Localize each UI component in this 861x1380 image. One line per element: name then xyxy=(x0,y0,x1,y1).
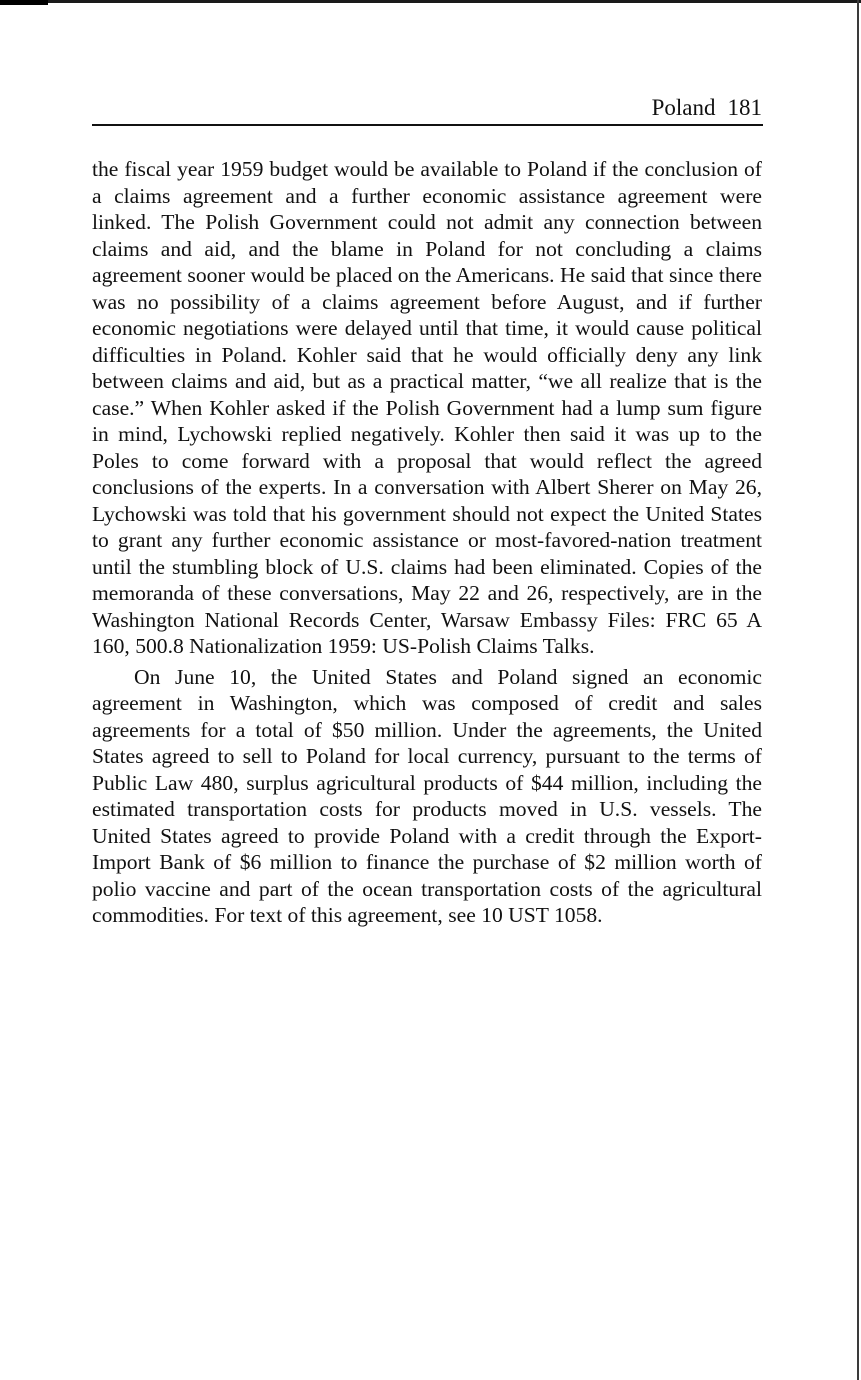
paragraph-continued: the fiscal year 1959 budget would be available to Poland if the conclusion of a claims agreement and a further economic assistance agreement were linked. The Polish Government could not admit any connection between claims and aid, and the blame in Poland for not concluding a claims agreement sooner would be placed on the Americans. He said that since there was no possibility of a claims agreement before August, and if further economic negotiations were delayed until that time, it would cause political difficulties in Poland. Kohler said that he would officially deny any link between claims and aid, but as a practical matter, “we all realize that is the case.” When Kohler asked if the Polish Government had a lump sum figure in mind, Lychowski replied negatively. Kohler then said it was up to the Poles to come forward with a proposal that would reflect the agreed conclusions of the experts. In a conversation with Albert Sherer on May 26, Lychowski was told that his government should not expect the United States to grant any further economic assistance or most-favored-nation treatment until the stumbling block of U.S. claims had been eliminated. Copies of the memoranda of these conversations, May 22 and 26, respectively, are in the Washington National Records Center, Warsaw Embassy Files: FRC 65 A 160, 500.8 Nationalization 1959: US-Polish Claims Talks. xyxy=(92,157,762,658)
running-title: Poland xyxy=(651,95,716,120)
page-number: 181 xyxy=(727,95,762,120)
running-header xyxy=(92,93,762,123)
page-top-edge xyxy=(0,0,861,3)
page-right-edge xyxy=(857,0,859,1380)
page-corner-mark xyxy=(0,0,48,5)
paragraph-economic-agreement: On June 10, the United States and Poland signed an economic agreement in Washington, which was composed of credit and sales agreements for a total of $50 million. Under the agreements, the United States agreed to sell to Poland for local currency, pursuant to the terms of Public Law 480, surplus agricultural products of $44 million, including the estimated transportation costs for products moved in U.S. vessels. The United States agreed to provide Poland with a credit through the Export-Import Bank of $6 million to finance the purchase of $2 million worth of polio vaccine and part of the ocean transportation costs of the agricultural commodities. For text of this agreement, see 10 UST 1058. xyxy=(92,664,762,927)
header-rule xyxy=(92,124,763,126)
body-text xyxy=(92,156,762,929)
